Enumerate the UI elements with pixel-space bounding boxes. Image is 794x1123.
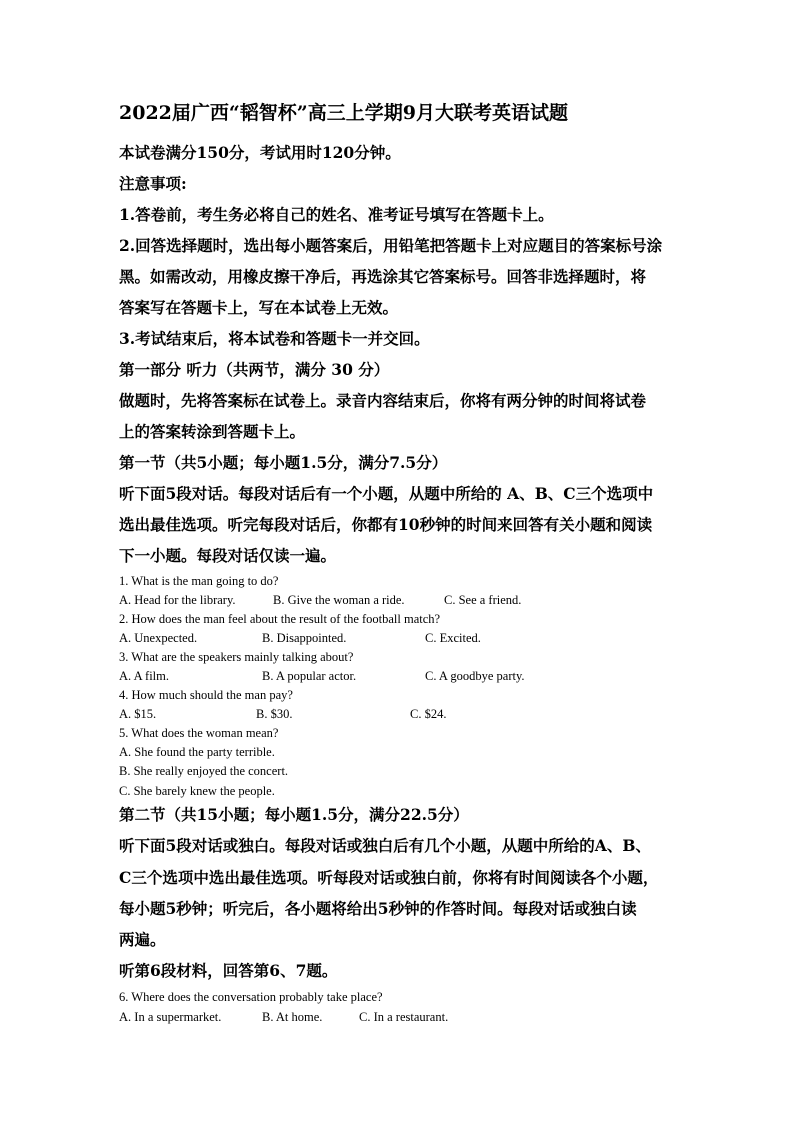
option-a: A. She found the party terrible.: [119, 745, 275, 759]
option-c: C. A goodbye party.: [425, 669, 525, 683]
part1-heading: 第一部分 听力（共两节，满分 30 分）: [119, 360, 390, 379]
note-line: 3.考试结束后，将本试卷和答题卡一并交回。: [119, 329, 430, 348]
section2-instruction: 听下面5段对话或独白。每段对话或独白后有几个小题，从题中所给的A、B、: [119, 836, 651, 855]
option-c: C. In a restaurant.: [359, 1010, 449, 1024]
option-a: A. A film.: [119, 669, 170, 683]
option-b: B. She really enjoyed the concert.: [119, 764, 289, 778]
question-text: 5. What does the woman mean?: [119, 726, 279, 740]
section1-instruction: 下一小题。每段对话仅读一遍。: [119, 546, 337, 565]
question-text: 3. What are the speakers mainly talking about?: [119, 650, 354, 664]
section1-instruction: 听下面5段对话。每段对话后有一个小题，从题中所给的 A、B、C三个选项中: [119, 484, 654, 503]
note-line: 2.回答选择题时，选出每小题答案后，用铅笔把答题卡上对应题目的答案标号涂: [119, 236, 663, 255]
intro-text: 本试卷满分150分，考试用时120分钟。: [119, 143, 401, 162]
option-b: B. A popular actor.: [262, 669, 357, 683]
option-c: C. $24.: [410, 707, 447, 721]
note-line: 黑。如需改动，用橡皮擦干净后，再选涂其它答案标号。回答非选择题时，将: [119, 267, 647, 286]
page-title: 2022届广西“韬智杯”高三上学期9月大联考英语试题: [119, 102, 568, 124]
question-text: 1. What is the man going to do?: [119, 574, 279, 588]
section1-heading: 第一节（共5小题；每小题1.5分，满分7.5分）: [119, 453, 448, 472]
note-line: 1.答卷前，考生务必将自己的姓名、准考证号填写在答题卡上。: [119, 205, 554, 224]
option-c: C. She barely knew the people.: [119, 784, 275, 798]
option-b: B. At home.: [262, 1010, 323, 1024]
material-heading: 听第6段材料，回答第6、7题。: [119, 961, 338, 980]
section1-instruction: 选出最佳选项。听完每段对话后，你都有10秒钟的时间来回答有关小题和阅读: [119, 515, 653, 534]
question-text: 4. How much should the man pay?: [119, 688, 293, 702]
part1-instruction: 做题时，先将答案标在试卷上。录音内容结束后，你将有两分钟的时间将试卷: [119, 391, 647, 410]
part1-instruction: 上的答案转涂到答题卡上。: [119, 422, 306, 441]
option-c: C. Excited.: [425, 631, 481, 645]
question-text: 2. How does the man feel about the result of the football match?: [119, 612, 441, 626]
note-line: 答案写在答题卡上，写在本试卷上无效。: [119, 298, 399, 317]
question-text: 6. Where does the conversation probably take place?: [119, 990, 383, 1004]
section2-instruction: 每小题5秒钟；听完后，各小题将给出5秒钟的作答时间。每段对话或独白读: [119, 899, 637, 918]
option-a: A. $15.: [119, 707, 157, 721]
option-b: B. Disappointed.: [262, 631, 347, 645]
option-b: B. Give the woman a ride.: [273, 593, 405, 607]
option-b: B. $30.: [256, 707, 293, 721]
option-a: A. Head for the library.: [119, 593, 236, 607]
option-c: C. See a friend.: [444, 593, 522, 607]
option-a: A. In a supermarket.: [119, 1010, 222, 1024]
option-a: A. Unexpected.: [119, 631, 198, 645]
section2-instruction: C三个选项中选出最佳选项。听每段对话或独白前，你将有时间阅读各个小题，: [119, 868, 659, 887]
section2-heading: 第二节（共15小题；每小题1.5分，满分22.5分）: [119, 805, 469, 824]
section2-instruction: 两遍。: [119, 930, 166, 949]
notes-heading: 注意事项:: [119, 174, 187, 193]
